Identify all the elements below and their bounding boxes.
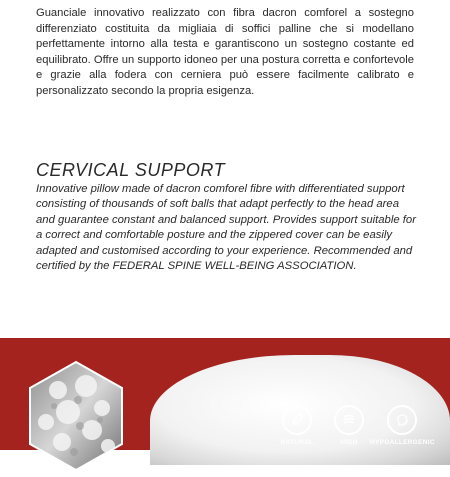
height-lines-icon — [334, 405, 364, 435]
hypoallergenic-head-icon — [387, 405, 417, 435]
section-title: CERVICAL SUPPORT — [36, 160, 226, 180]
feature-label: HIGH — [340, 439, 358, 446]
leaf-icon — [282, 405, 312, 435]
feature-label: HYPOALLERGENIC — [370, 439, 435, 446]
italian-description: Guanciale innovativo realizzato con fibra dacron comforel a sostegno differenziato costituita da migliaia di soffici palline che si modellano perfettamente intorno alla testa e garantiscono un sostegno costante ed equilibrato. Offre un supporto idoneo per una postura corretta e confortevole e grazie alla fodera con cerniera può essere facilmente calibrato e personalizzato secondo la propria esigenza. — [36, 7, 414, 97]
feature-label: NATURAL — [280, 439, 314, 446]
english-description: Innovative pillow made of dacron comforel fibre with differentiated support consisting of thousands of soft balls that adapt perfectly to the head area and guarantee constant and balanced support. Provides support suitable for a correct and comfortable posture and the zippered cover can be easily adapted and customised according to your experience. Recommended and certified by the FEDERAL SPINE WELL-BEING ASSOCIATION. — [36, 183, 416, 273]
feature-hypoallergenic — [370, 405, 434, 446]
fiber-closeup-hexagon — [28, 360, 124, 472]
